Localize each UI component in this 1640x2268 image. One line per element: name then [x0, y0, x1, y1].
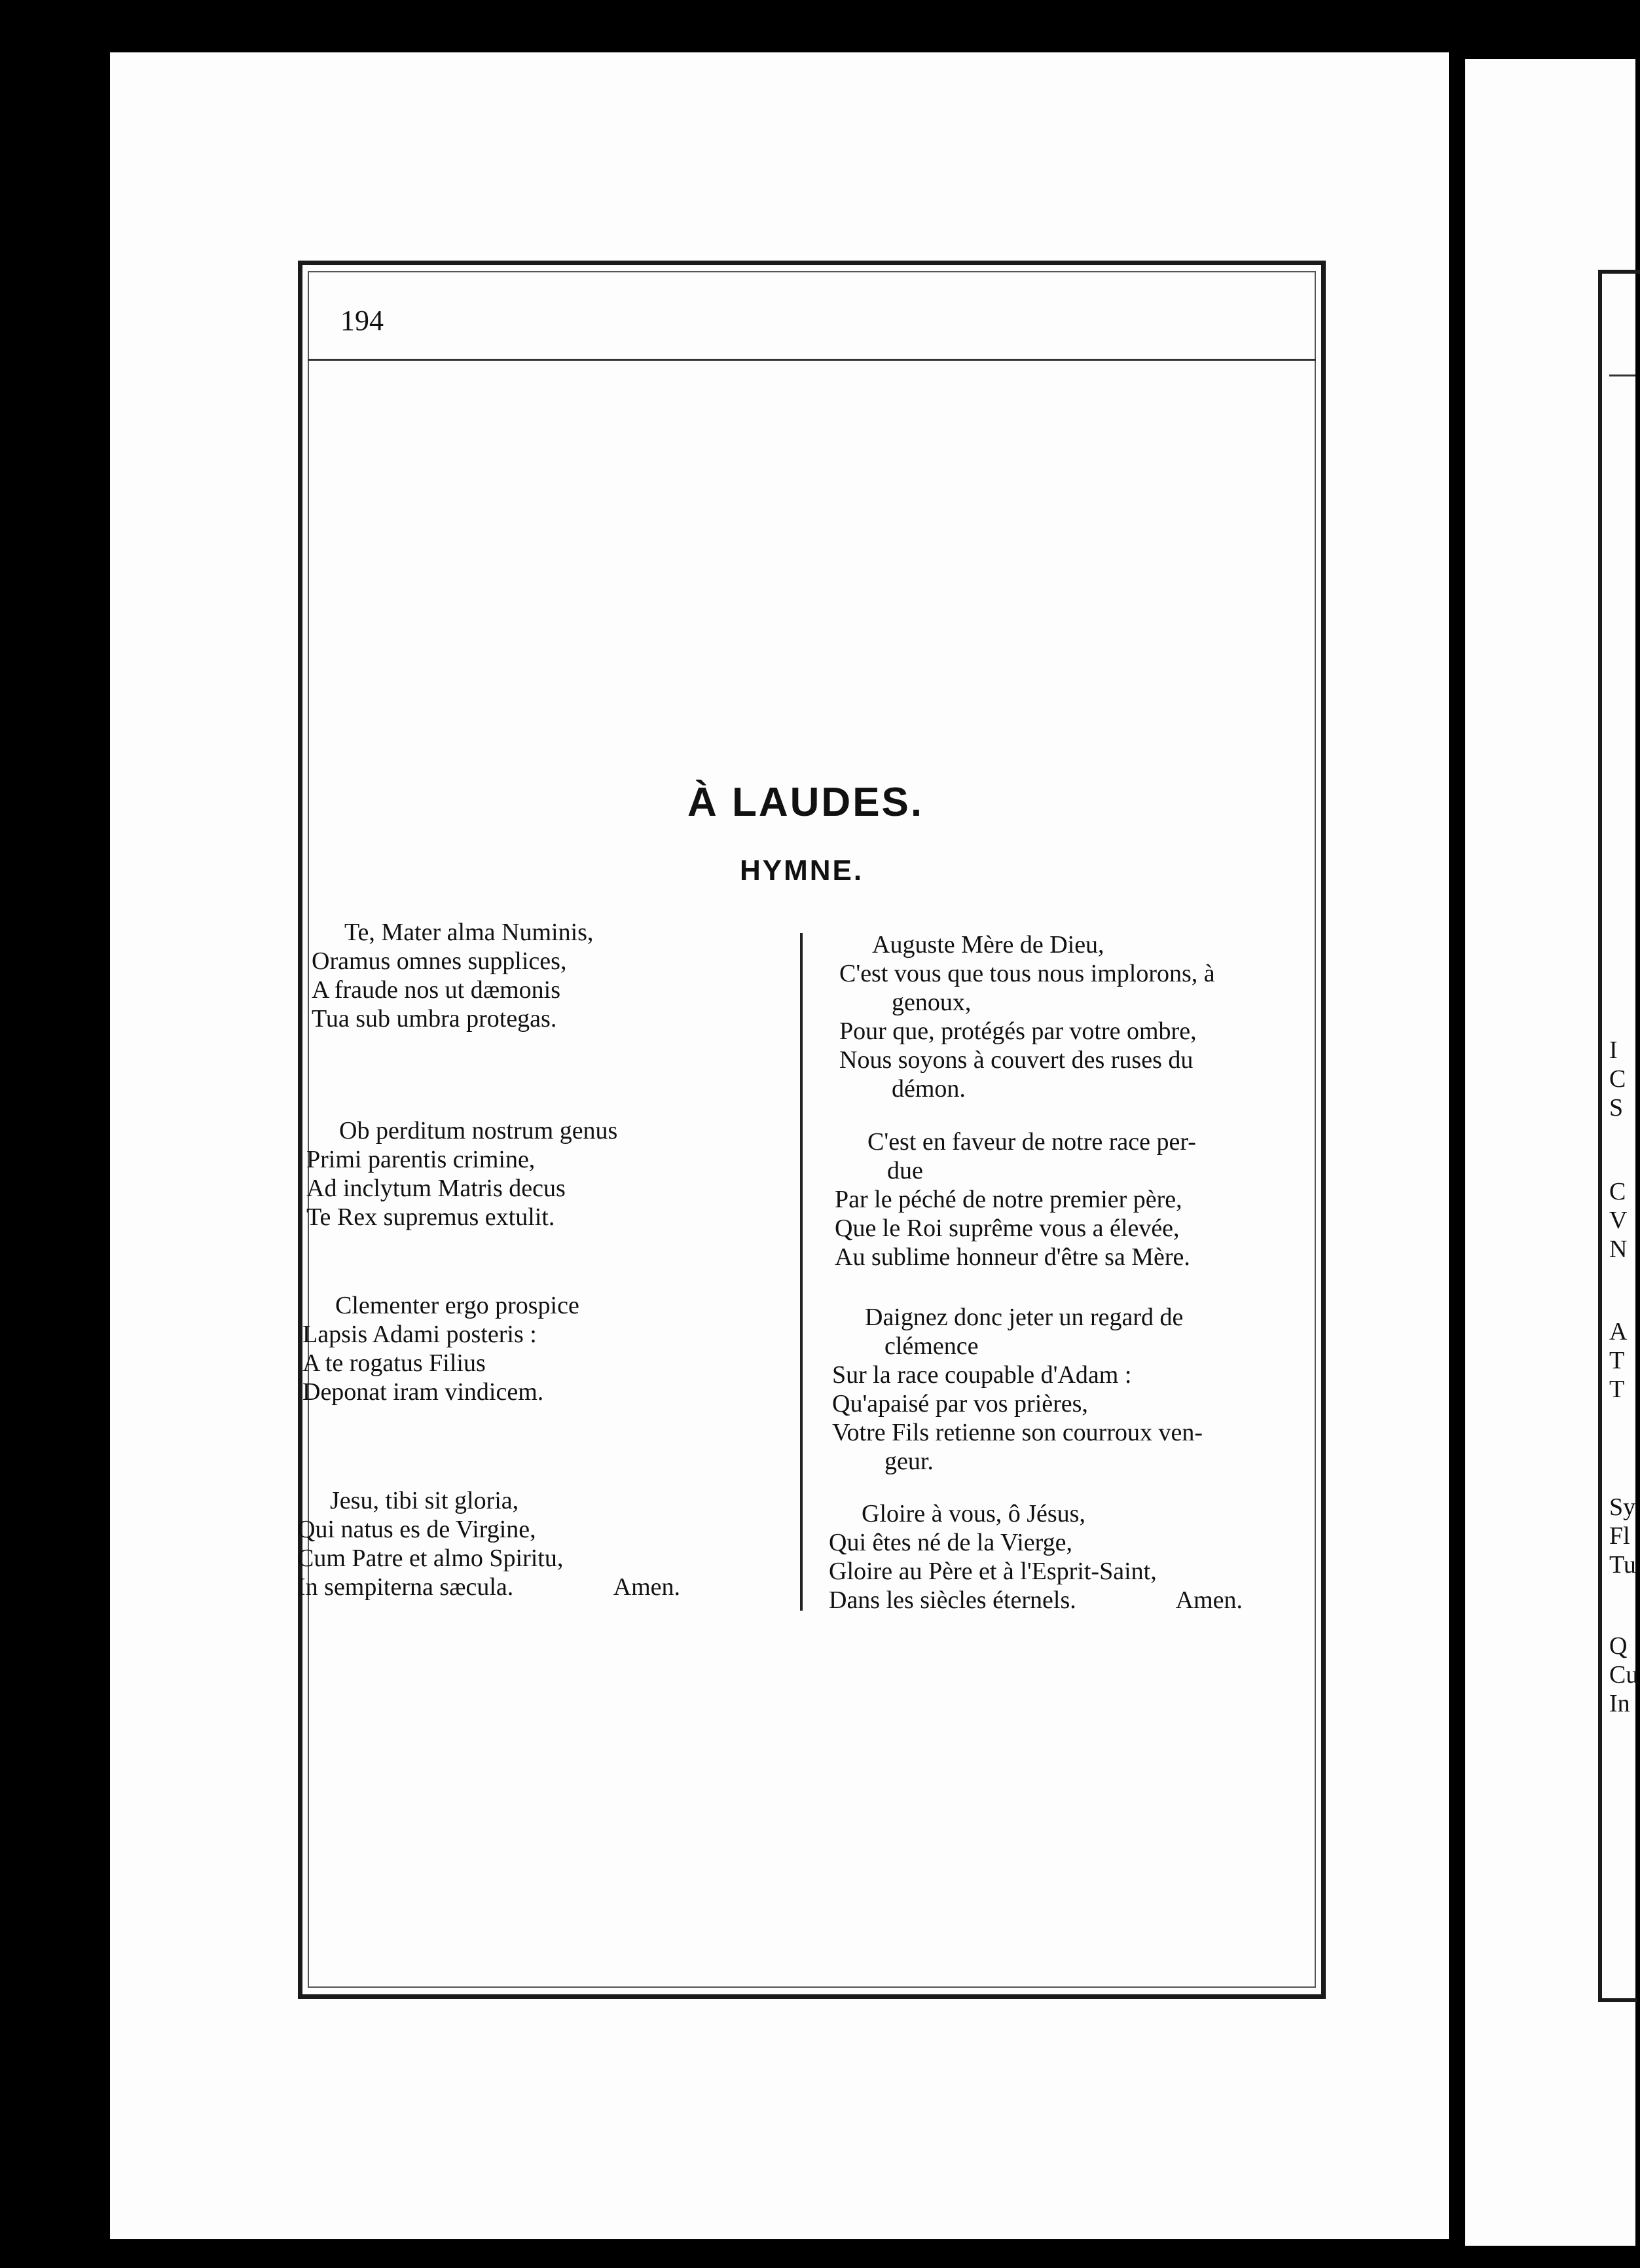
right-page-edge — [1465, 59, 1639, 2246]
french-stanza-1 — [839, 930, 1215, 1103]
fragment-line: T — [1609, 1347, 1625, 1374]
verse-line: Deponat iram vindicem. — [302, 1378, 544, 1406]
section-subtitle: HYMNE. — [740, 854, 864, 887]
latin-stanza-1 — [312, 918, 593, 1033]
latin-stanza-3 — [302, 1291, 579, 1406]
fragment-line: V — [1609, 1207, 1628, 1234]
verse-line: A fraude nos ut dæmonis — [312, 976, 560, 1004]
fragment-line: In — [1609, 1690, 1630, 1717]
verse-line: Te, Mater alma Numinis, — [344, 919, 594, 946]
facing-page-fragment-1 — [1609, 1036, 1633, 1122]
facing-page-header-rule — [1609, 375, 1635, 376]
fragment-line: T — [1609, 1376, 1625, 1403]
verse-line: Oramus omnes supplices, — [312, 947, 567, 975]
verse-line: Par le péché de notre premier père, — [835, 1186, 1182, 1213]
verse-line: Au sublime honneur d'être sa Mère. — [835, 1243, 1190, 1271]
fragment-line: Cu — [1609, 1661, 1639, 1689]
header-rule — [308, 359, 1316, 361]
latin-stanza-2 — [306, 1116, 617, 1232]
column-divider — [800, 933, 803, 1611]
latin-stanza-4 — [297, 1486, 680, 1601]
facing-page-fragment-2 — [1609, 1177, 1633, 1264]
verse-line: Pour que, protégés par votre ombre, — [839, 1017, 1197, 1045]
fragment-line: C — [1609, 1065, 1626, 1093]
verse-line: Auguste Mère de Dieu, — [872, 931, 1104, 959]
verse-line: Sur la race coupable d'Adam : — [832, 1361, 1132, 1389]
french-stanza-3 — [832, 1303, 1203, 1476]
amen: Amen. — [613, 1573, 680, 1601]
verse-line: Votre Fils retienne son courroux ven- — [832, 1419, 1203, 1446]
verse-line: In sempiterna sæcula. — [297, 1573, 514, 1601]
verse-line-amen — [297, 1573, 680, 1601]
page-number: 194 — [340, 304, 384, 337]
verse-line: Cum Patre et almo Spiritu, — [297, 1545, 564, 1572]
verse-line: Ad inclytum Matris decus — [306, 1175, 566, 1202]
fragment-line: Sy — [1609, 1493, 1636, 1521]
verse-line: geur. — [884, 1448, 934, 1475]
facing-page-frame-left — [1598, 270, 1602, 2002]
verse-line: Jesu, tibi sit gloria, — [330, 1487, 519, 1514]
verse-line: C'est en faveur de notre race per- — [867, 1128, 1196, 1156]
french-stanza-4 — [829, 1499, 1243, 1615]
verse-line: Qui natus es de Virgine, — [297, 1516, 536, 1543]
fragment-line: Tu — [1609, 1551, 1636, 1579]
verse-line: Qu'apaisé par vos prières, — [832, 1390, 1088, 1418]
verse-line: Dans les siècles éternels. — [829, 1586, 1076, 1614]
facing-page-frame-bottom — [1598, 1998, 1637, 2002]
verse-line: clémence — [884, 1332, 979, 1360]
verse-line: genoux, — [892, 989, 972, 1016]
fragment-line: C — [1609, 1178, 1626, 1205]
facing-page-frame-top — [1601, 270, 1640, 274]
verse-line: Tua sub umbra protegas. — [312, 1005, 557, 1033]
verse-line: Nous soyons à couvert des ruses du — [839, 1046, 1194, 1074]
fragment-line: I — [1609, 1036, 1618, 1064]
verse-line: Primi parentis crimine, — [306, 1146, 536, 1173]
amen: Amen. — [1175, 1586, 1243, 1614]
verse-line: démon. — [892, 1075, 966, 1103]
verse-line: Daignez donc jeter un regard de — [865, 1304, 1184, 1331]
facing-page-fragment-5 — [1609, 1632, 1639, 1718]
fragment-line: Q — [1609, 1632, 1628, 1660]
verse-line: Te Rex supremus extulit. — [306, 1203, 555, 1231]
fragment-line: S — [1609, 1094, 1624, 1122]
verse-line: Que le Roi suprême vous a élevée, — [835, 1215, 1180, 1242]
facing-page-fragment-4 — [1609, 1493, 1636, 1579]
fragment-line: A — [1609, 1318, 1628, 1345]
verse-line: due — [887, 1157, 923, 1184]
fragment-line: N — [1609, 1235, 1628, 1263]
french-stanza-2 — [835, 1127, 1196, 1271]
page-title: À LAUDES. — [687, 780, 924, 825]
facing-page-fragment-3 — [1609, 1317, 1633, 1404]
verse-line: Lapsis Adami posteris : — [302, 1321, 537, 1348]
verse-line: Ob perditum nostrum genus — [339, 1117, 618, 1144]
fragment-line: Fl — [1609, 1522, 1630, 1550]
verse-line: Gloire à vous, ô Jésus, — [862, 1500, 1085, 1527]
verse-line: A te rogatus Filius — [302, 1349, 486, 1377]
verse-line: Clementer ergo prospice — [335, 1292, 579, 1319]
verse-line: Qui êtes né de la Vierge, — [829, 1529, 1072, 1556]
verse-line: Gloire au Père et à l'Esprit-Saint, — [829, 1558, 1157, 1585]
verse-line-amen — [829, 1586, 1243, 1615]
verse-line: C'est vous que tous nous implorons, à — [839, 960, 1215, 987]
